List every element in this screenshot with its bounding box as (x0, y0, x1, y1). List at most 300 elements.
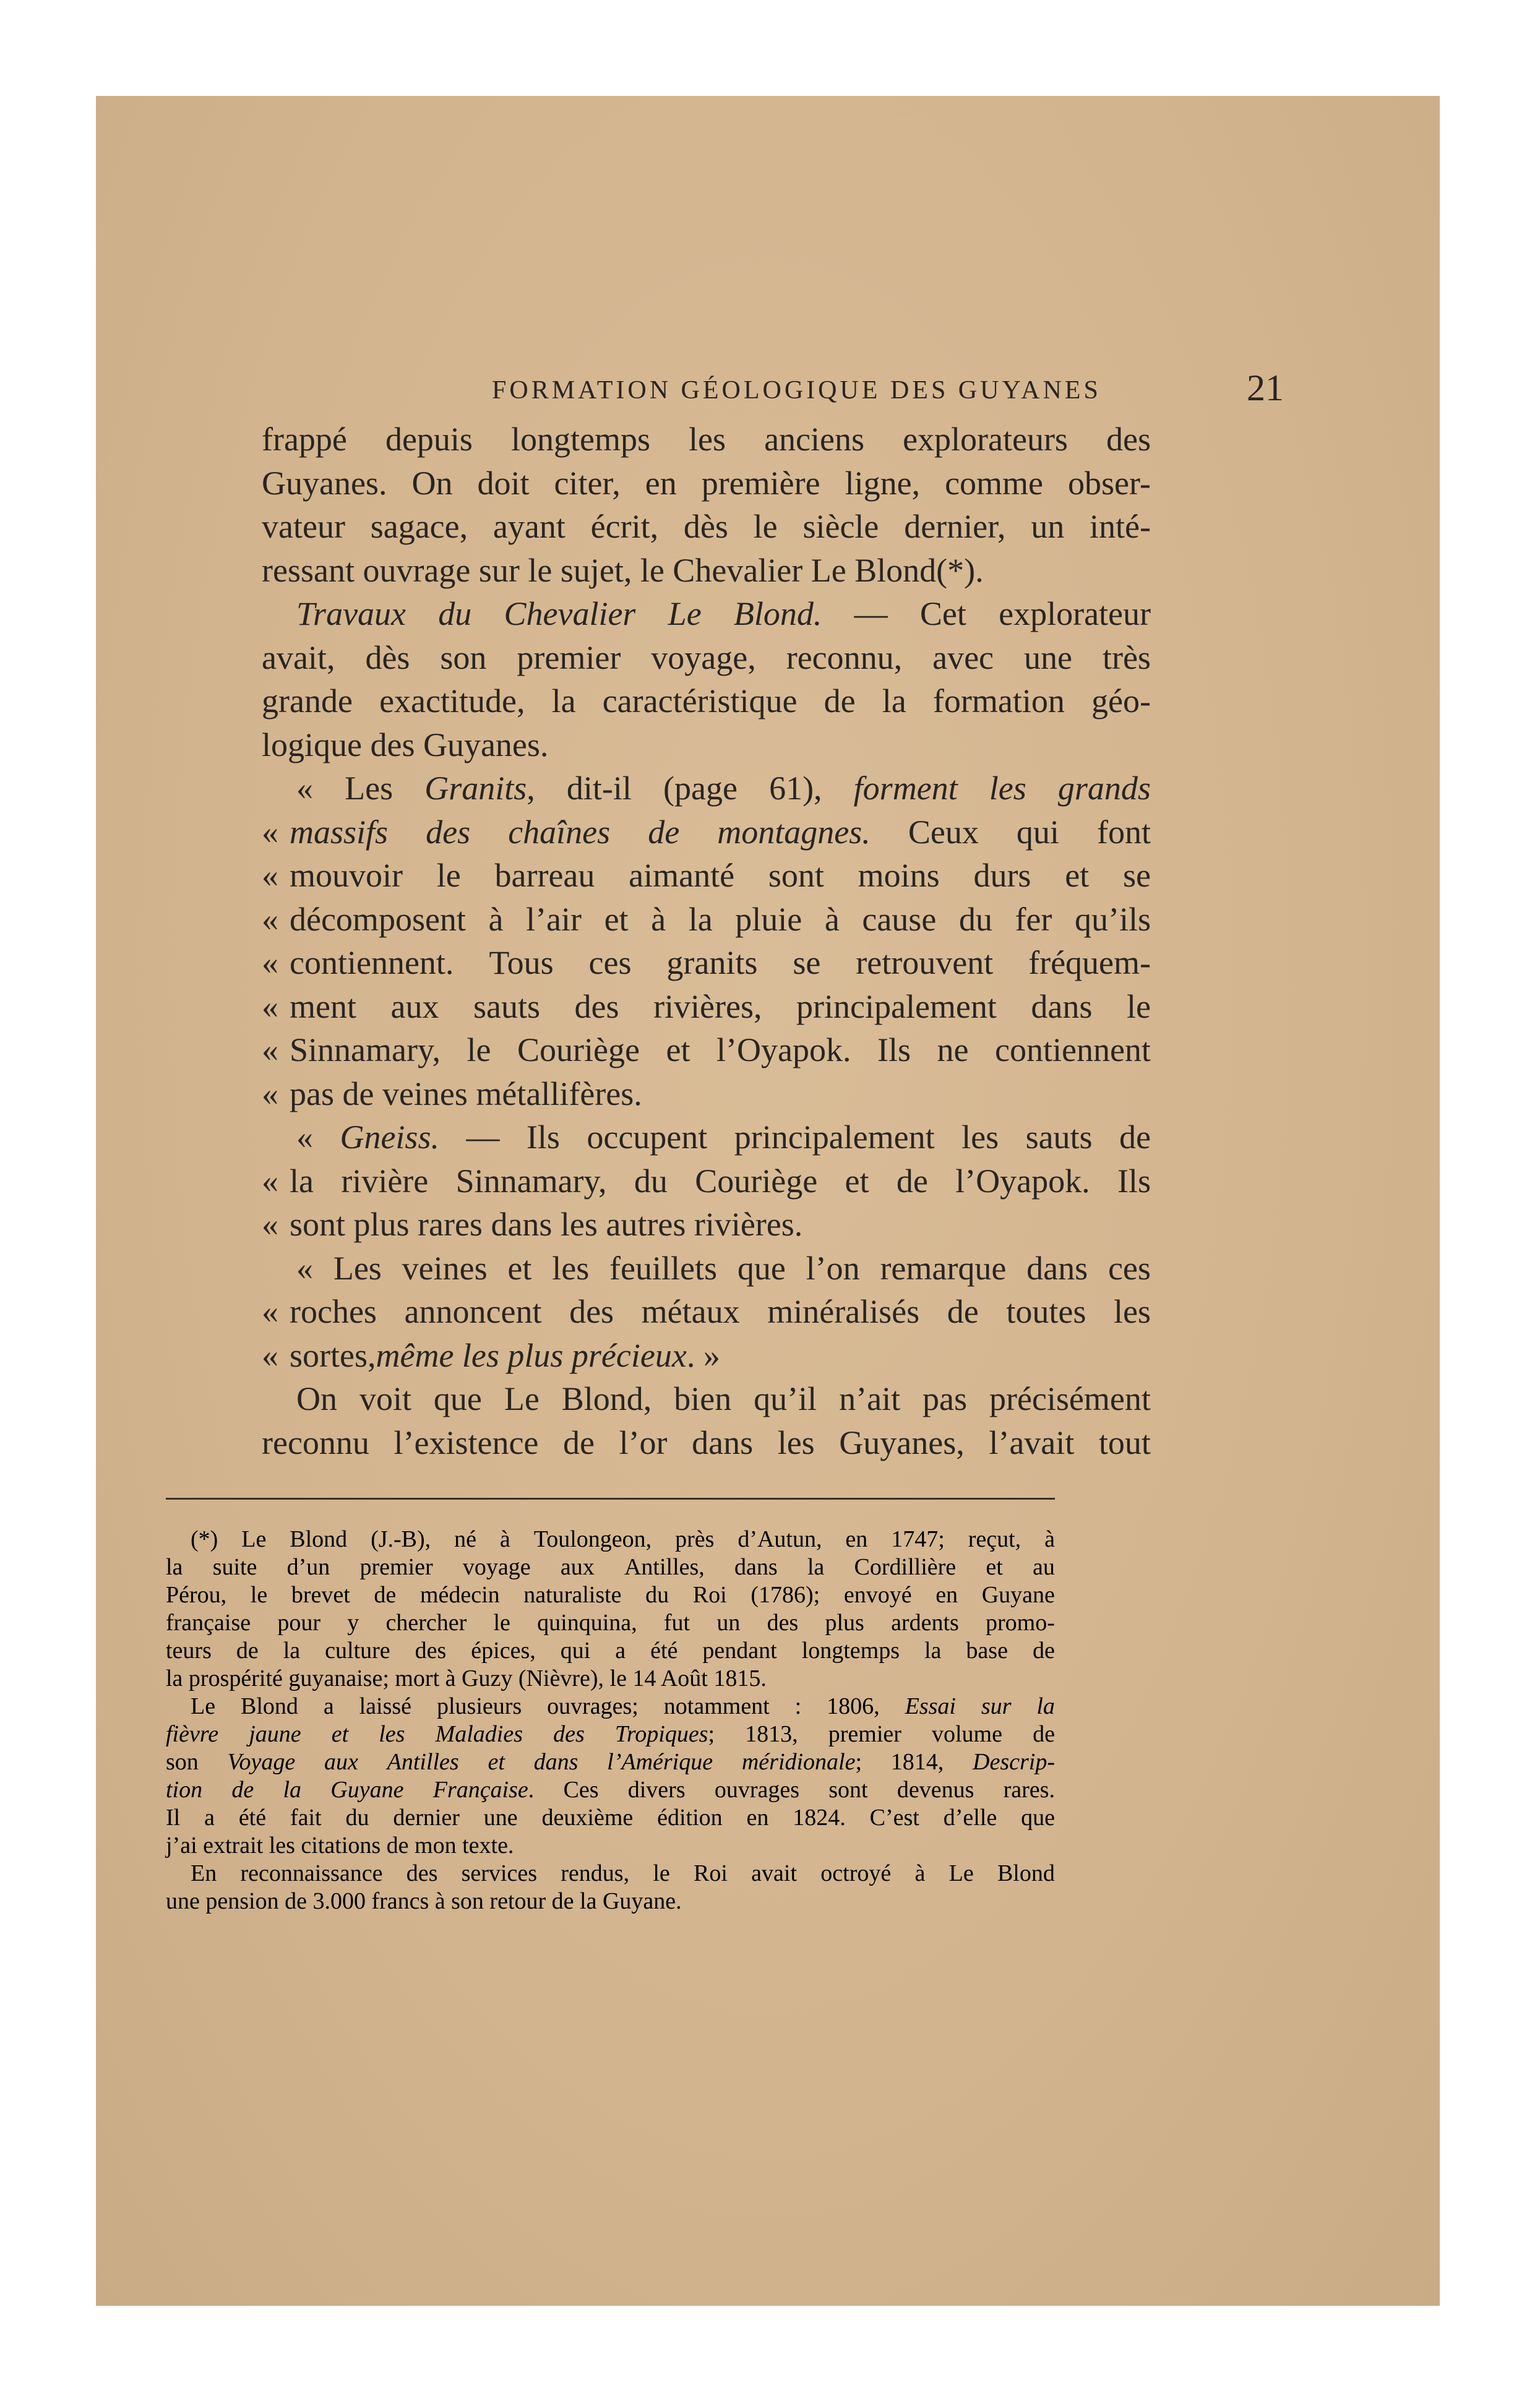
word: montagnes. (717, 813, 871, 851)
word: de (1119, 1119, 1151, 1156)
word: Tropiques; (614, 1721, 715, 1747)
word: aux (324, 1749, 358, 1775)
word: suite (212, 1554, 257, 1580)
footnote-line (166, 1804, 1055, 1832)
word: ouvrages; (547, 1693, 639, 1719)
text-line (262, 462, 1151, 505)
text-line (262, 418, 1151, 462)
word: Guyanes, (839, 1424, 965, 1461)
text-segment: pas de veines métallifères. (290, 1075, 642, 1112)
word: à (914, 1860, 926, 1886)
word: durs (973, 857, 1031, 894)
word: des (415, 1638, 447, 1664)
word: premier (359, 1554, 433, 1580)
word: des (426, 813, 471, 851)
word: Le (191, 1693, 216, 1719)
word: dès (683, 508, 728, 545)
word: « (296, 1119, 313, 1156)
word: Il (166, 1805, 181, 1831)
word: l’or (619, 1424, 668, 1461)
word: Ils (526, 1119, 560, 1156)
word: de (1032, 1638, 1055, 1664)
word: Guyane (981, 1582, 1055, 1608)
word: et (488, 1749, 505, 1775)
word: près (675, 1526, 715, 1552)
word: géo- (1091, 682, 1151, 720)
word: des (406, 1860, 438, 1886)
word: rivière (341, 1162, 429, 1200)
word: décomposent (290, 900, 466, 938)
word: dans (692, 1424, 754, 1461)
word: Tous (489, 944, 554, 981)
word: Chevalier (504, 595, 636, 632)
word: de (374, 1582, 397, 1608)
word: de (563, 1424, 595, 1461)
word: « (296, 1249, 313, 1287)
word: les (1113, 1293, 1151, 1330)
word: Sinnamary, (455, 1162, 607, 1200)
word: En (191, 1860, 217, 1886)
word: l’existence (394, 1424, 539, 1461)
text-segment: logique des Guyanes. (262, 726, 549, 763)
quote-mark: « (262, 813, 278, 851)
word: dans (1031, 987, 1093, 1025)
word: jaune (249, 1721, 301, 1747)
word: sagace, (370, 508, 468, 545)
word: inté- (1090, 508, 1151, 545)
word: C’est (869, 1805, 919, 1831)
footnote-line (166, 1553, 1055, 1581)
word: « (296, 770, 313, 807)
word: services (461, 1860, 538, 1886)
word: y (347, 1610, 359, 1636)
quote-mark: « (262, 944, 278, 981)
word: et (845, 1162, 869, 1200)
footnote-separator (166, 1498, 1055, 1500)
word: la (924, 1638, 942, 1664)
word: premier (828, 1721, 901, 1747)
word: ces (1108, 1249, 1151, 1287)
word: bien (674, 1380, 732, 1417)
word: plusieurs (436, 1693, 522, 1719)
footnote-line (166, 1665, 1055, 1693)
word: ouvrages (714, 1777, 800, 1803)
footnote-line (166, 1748, 1055, 1776)
word: et (666, 1031, 690, 1068)
running-title: FORMATION GÉOLOGIQUE DES GUYANES (492, 376, 1101, 405)
word: (J.-B), (371, 1526, 431, 1552)
word: ment (290, 987, 356, 1025)
word: anciens (764, 421, 865, 458)
word: été (238, 1805, 267, 1831)
word: les (989, 770, 1026, 807)
word: métaux (641, 1293, 740, 1330)
word: moins (858, 857, 940, 894)
word: la (1036, 1693, 1055, 1719)
word: Guyane (330, 1777, 404, 1803)
footnote-line (166, 1721, 1055, 1748)
word: Le (241, 1526, 267, 1552)
text-line (262, 505, 1151, 549)
word: deuxième (541, 1805, 634, 1831)
word: Cordillière (854, 1554, 957, 1580)
text-line (262, 1421, 1151, 1465)
word: a (204, 1805, 215, 1831)
word: la (283, 1638, 301, 1664)
word: envoyé (843, 1582, 912, 1608)
word: Descrip- (973, 1749, 1055, 1775)
text-segment: une pension de 3.000 francs à son retour de la Guyane. (166, 1888, 682, 1914)
text-line (262, 1334, 1151, 1378)
word: explorateur (999, 595, 1151, 632)
word: écrit, (590, 508, 659, 545)
word: des (574, 987, 619, 1025)
text-segment: ressant ouvrage sur le sujet, le Chevalier Le Blond(*). (262, 551, 984, 589)
word: que (433, 1380, 482, 1417)
footnote-line (166, 1581, 1055, 1609)
text-line (262, 1377, 1151, 1421)
word: voyage (462, 1554, 531, 1580)
word: promo- (986, 1610, 1055, 1636)
footnote-line (166, 1693, 1055, 1721)
word: chaînes (508, 813, 611, 851)
word: la (290, 1162, 314, 1200)
word: de (947, 1293, 979, 1330)
word: (*) (191, 1526, 218, 1552)
word: de (1033, 1721, 1055, 1747)
text-line (262, 1159, 1151, 1203)
word: de (236, 1638, 259, 1664)
word: que (1021, 1805, 1055, 1831)
quote-mark: « (262, 1162, 278, 1200)
word: Travaux (296, 595, 407, 632)
word: culture (325, 1638, 390, 1664)
text-line (262, 592, 1151, 636)
word: rares. (1003, 1777, 1055, 1803)
word: d’elle (943, 1805, 997, 1831)
word: sont (828, 1777, 868, 1803)
word: (1786); (751, 1582, 820, 1608)
word: ardents (891, 1610, 959, 1636)
word: cause (862, 900, 937, 938)
word: quinquina, (537, 1610, 637, 1636)
word: médecin (419, 1582, 500, 1608)
word: dit-il (566, 770, 632, 807)
word: grands (1057, 770, 1151, 807)
word: divers (627, 1777, 686, 1803)
word: Couriège (695, 1162, 818, 1200)
word: principalement (796, 987, 997, 1025)
word: se (793, 944, 821, 981)
text-line (262, 549, 1151, 593)
word: barreau (494, 857, 595, 894)
quote-mark: « (262, 987, 278, 1025)
word: été (650, 1638, 678, 1664)
word: les (552, 1249, 590, 1287)
word: — (854, 595, 888, 632)
word: l’Oyapok. (955, 1162, 1090, 1200)
word: qu’ils (1074, 900, 1151, 938)
word: voyage, (651, 638, 756, 676)
word: fièvre (166, 1721, 219, 1747)
word: 1814, (890, 1749, 944, 1775)
word: Antilles, (624, 1554, 705, 1580)
word: tion (166, 1777, 203, 1803)
word: et (604, 900, 629, 938)
word: ligne, (845, 464, 921, 502)
word: brevet (291, 1582, 350, 1608)
word: depuis (385, 421, 473, 458)
word: de (824, 682, 856, 720)
word: octroyé (820, 1860, 892, 1886)
word: longtemps (511, 421, 650, 458)
word: 1747; (891, 1526, 945, 1552)
word: Le (668, 595, 702, 632)
word: Les (333, 1249, 382, 1287)
word: tout (1098, 1424, 1151, 1461)
word: la (283, 1777, 302, 1803)
word: siècle (802, 508, 879, 545)
word: Maladies (435, 1721, 523, 1747)
word: du (958, 900, 992, 938)
word: la (807, 1554, 825, 1580)
word: un (1031, 508, 1065, 545)
word: épices, (471, 1638, 536, 1664)
word: annoncent (404, 1293, 542, 1330)
word: feuillets (609, 1249, 717, 1287)
word: que (737, 1249, 786, 1287)
text-line (262, 985, 1151, 1029)
word: reconnaissance (240, 1860, 383, 1886)
word: vateur (262, 508, 345, 545)
word: devenus (897, 1777, 974, 1803)
word: 1806, (827, 1693, 880, 1719)
text-line (262, 1203, 1151, 1247)
word: sauts (473, 987, 541, 1025)
word: des (767, 1610, 799, 1636)
word: notamment (663, 1693, 770, 1719)
word: naturaliste (523, 1582, 622, 1608)
word: grande (262, 682, 353, 720)
word: Roi (694, 1860, 728, 1886)
word: voit (359, 1380, 411, 1417)
word: avait (751, 1860, 798, 1886)
quote-mark: « (262, 1293, 278, 1330)
word: édition (657, 1805, 723, 1831)
word: le (753, 508, 778, 545)
word: des (569, 1293, 614, 1330)
word: très (1102, 638, 1151, 676)
word: l’on (806, 1249, 860, 1287)
word: principalement (734, 1119, 935, 1156)
word: contiennent. (290, 944, 454, 981)
word: ne (937, 1031, 969, 1068)
word: fer (1015, 900, 1052, 938)
word: et (1065, 857, 1090, 894)
word: à (1044, 1526, 1055, 1552)
word: un (716, 1610, 741, 1636)
word: pas (923, 1380, 968, 1417)
word: aimanté (629, 857, 735, 894)
word: le (493, 1610, 510, 1636)
word: doit (477, 464, 530, 502)
text-line (262, 679, 1151, 723)
word: de (896, 1162, 928, 1200)
text-line (262, 767, 1151, 810)
word: Roi (692, 1582, 727, 1608)
word: dernier (393, 1805, 460, 1831)
word: chercher (385, 1610, 467, 1636)
word: la (551, 682, 576, 720)
word: Les (345, 770, 394, 807)
text-segment: . » (686, 1336, 720, 1374)
word: Blond (290, 1526, 348, 1552)
word: : (794, 1693, 802, 1719)
word: caractéristique (602, 682, 798, 720)
word: contiennent (995, 1031, 1151, 1068)
word: Couriège (517, 1031, 640, 1068)
footnote-line (166, 1860, 1055, 1888)
word: rendus, (561, 1860, 630, 1886)
word: avait, (262, 638, 335, 676)
word: citer, (554, 464, 621, 502)
word: le (467, 1031, 491, 1068)
footnote-line (166, 1526, 1055, 1553)
word: Blond (997, 1860, 1055, 1886)
text-line (262, 1247, 1151, 1291)
word: dans (533, 1749, 579, 1775)
word: laissé (359, 1693, 412, 1719)
word: font (1097, 813, 1151, 851)
word: teurs (166, 1638, 212, 1664)
word: rivières, (653, 987, 762, 1025)
word: base (966, 1638, 1008, 1664)
word: le (653, 1860, 670, 1886)
footnote-line (166, 1609, 1055, 1637)
word: des (553, 1721, 585, 1747)
footnote-line (166, 1832, 1055, 1860)
text-segment: la prospérité guyanaise; mort à Guzy (Nièvre), le 14 Août 1815. (166, 1665, 767, 1691)
word: remarque (880, 1249, 1007, 1287)
word: à (499, 1526, 510, 1552)
footnote-line (166, 1888, 1055, 1915)
word: fait (290, 1805, 322, 1831)
word: sont (768, 857, 824, 894)
text-segment: sortes, (290, 1336, 376, 1374)
word: né (454, 1526, 476, 1552)
word: du (438, 595, 472, 632)
word: ces (588, 944, 632, 981)
word: aux (390, 987, 439, 1025)
page-number: 21 (1247, 367, 1284, 408)
word: du (345, 1805, 369, 1831)
word: ayant (493, 508, 566, 545)
scanned-page (96, 96, 1440, 2306)
word: les (379, 1721, 405, 1747)
text-line (262, 810, 1151, 854)
word: — (466, 1119, 500, 1156)
footnotes (166, 1526, 1055, 1915)
word: fut (663, 1610, 690, 1636)
word: dans (734, 1554, 778, 1580)
word: retrouvent (856, 944, 994, 981)
footnote-line (166, 1637, 1055, 1665)
text-segment: sont plus rares dans les autres rivières. (290, 1206, 803, 1243)
word: l’air (526, 900, 582, 938)
word: Française. (432, 1777, 535, 1803)
word: 61), (769, 770, 822, 807)
text-line (262, 1028, 1151, 1072)
word: longtemps (801, 1638, 900, 1664)
word: aux (560, 1554, 595, 1580)
word: frappé (262, 421, 347, 458)
word: et (331, 1721, 349, 1747)
word: Voyage (227, 1749, 296, 1775)
word: Sinnamary, (290, 1031, 441, 1068)
word: massifs (290, 813, 389, 851)
word: en (746, 1805, 769, 1831)
word: n’ait (839, 1380, 901, 1417)
word: plus (825, 1610, 864, 1636)
quote-mark: « (262, 1031, 278, 1068)
word: son (166, 1749, 199, 1775)
word: qu’il (754, 1380, 817, 1417)
word: d’un (286, 1554, 330, 1580)
word: Cet (919, 595, 966, 632)
word: Ils (1117, 1162, 1151, 1200)
word: Blond, (561, 1380, 652, 1417)
word: d’Autun, (738, 1526, 822, 1552)
text-line (262, 898, 1151, 942)
word: occupent (587, 1119, 708, 1156)
word: en (845, 1526, 868, 1552)
text-line (262, 1290, 1151, 1334)
word: reconnu (262, 1424, 369, 1461)
word: mouvoir (290, 857, 403, 894)
quote-mark: « (262, 1336, 278, 1374)
italic-segment: même les plus précieux (376, 1336, 687, 1374)
word: de (648, 813, 680, 851)
word: veines (402, 1249, 488, 1287)
quote-mark: « (262, 1206, 278, 1243)
word: l’avait (989, 1424, 1075, 1461)
word: Toulongeon, (533, 1526, 652, 1552)
word: se (1122, 857, 1151, 894)
word: son (440, 638, 487, 676)
word: pendant (702, 1638, 777, 1664)
word: française (166, 1610, 251, 1636)
word: On (411, 464, 453, 502)
word: Ces (563, 1777, 599, 1803)
text-line (262, 854, 1151, 898)
word: au (1033, 1554, 1055, 1580)
text-line (262, 723, 1151, 767)
word: 1813, (745, 1721, 798, 1747)
word: avec (932, 638, 994, 676)
word: Blond (241, 1693, 298, 1719)
word: Ils (877, 1031, 911, 1068)
word: une (483, 1805, 518, 1831)
word: de (231, 1777, 254, 1803)
word: pluie (735, 900, 802, 938)
body-text (262, 418, 1151, 1464)
word: dernier, (904, 508, 1006, 545)
footnote-line (166, 1776, 1055, 1804)
text-line (262, 1115, 1151, 1159)
word: On (296, 1380, 337, 1417)
word: les (689, 421, 726, 458)
word: Pérou, (166, 1582, 227, 1608)
